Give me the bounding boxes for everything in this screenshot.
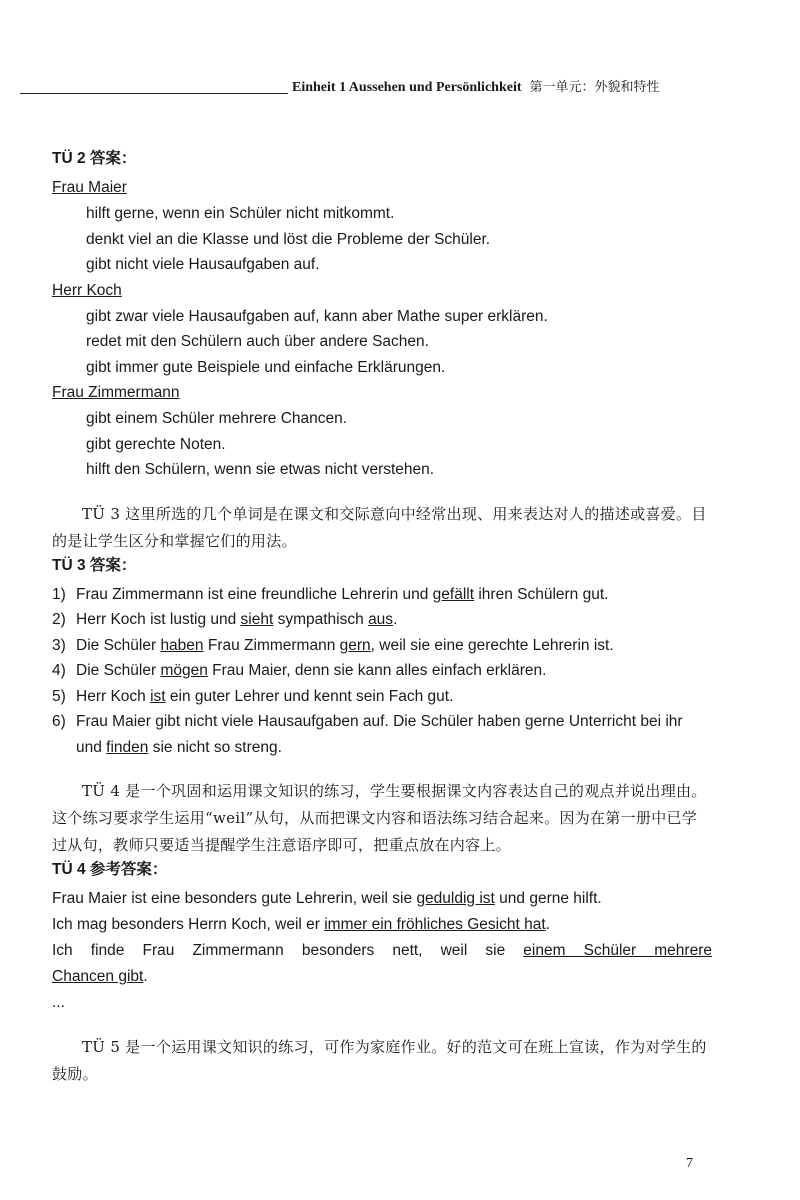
- item-number: 1): [52, 585, 66, 603]
- item-number: 4): [52, 662, 66, 679]
- running-header: [292, 76, 660, 96]
- list-item: 1) Frau Zimmermann ist eine freundliche Lehrerin und gefällt ihren Schülern gut.: [52, 582, 712, 608]
- answer-word: gern: [339, 636, 371, 654]
- item-number: 3): [52, 636, 66, 654]
- page-content: [52, 148, 712, 1088]
- answer-phrase: geduldig ist: [416, 890, 495, 907]
- tu4-intro: TÜ 4 是一个巩固和运用课文知识的练习，学生要根据课文内容表达自己的观点并说出理由。这个练习要求学生运用“weil”从句，从而把课文内容和语法练习结合起来。因为在第一册中已学过从句，教师只要适当提醒学生注意语序即可，把重点放在内容上。: [52, 782, 707, 854]
- statement: redet mit den Schülern auch über andere Sachen.: [86, 333, 429, 350]
- answer-word: sieht: [240, 611, 274, 628]
- list-item: 2) Herr Koch ist lustig und sieht sympathisch aus.: [52, 607, 712, 633]
- statement: gibt immer gute Beispiele und einfache Erklärungen.: [86, 358, 446, 376]
- answer-phrase: Chancen gibt: [52, 968, 144, 985]
- tu2-group-frau-zimmermann: [52, 380, 712, 483]
- statement: gibt zwar viele Hausaufgaben auf, kann aber Mathe super erklären.: [86, 307, 548, 325]
- answer-word: finden: [106, 738, 149, 756]
- tu3-answer-title: TÜ 3 答案：: [52, 556, 137, 574]
- tu4-answer-title: TÜ 4 参考答案：: [52, 861, 168, 878]
- tu2-group-frau-maier: [52, 175, 712, 278]
- statement: gibt nicht viele Hausaufgaben auf.: [86, 256, 320, 273]
- statement: denkt viel an die Klasse und löst die Probleme der Schüler.: [86, 230, 491, 248]
- answer-word: aus: [368, 611, 394, 628]
- tu5-intro: TÜ 5 是一个运用课文知识的练习，可作为家庭作业。好的范文可在班上宣读，作为对学生的鼓励。: [52, 1038, 707, 1083]
- header-title-de: Einheit 1 Aussehen und Persönlichkeit: [292, 80, 522, 95]
- tu3-intro: TÜ 3 这里所选的几个单词是在课文和交际意向中经常出现、用来表达对人的描述或喜爱。目的是让学生区分和掌握它们的用法。: [52, 504, 707, 550]
- item-number: 5): [52, 687, 66, 705]
- answer-phrase: immer ein fröhliches Gesicht hat: [324, 916, 546, 933]
- statement: gibt einem Schüler mehrere Chancen.: [86, 410, 348, 427]
- header-rule: [20, 93, 288, 94]
- teacher-name: Frau Zimmermann: [52, 384, 180, 401]
- header-title-zh: 第一单元：外貌和特性: [529, 80, 660, 95]
- tu4-answer: Frau Maier ist eine besonders gute Lehrerin, weil sie geduldig ist und gerne hilft.: [52, 890, 602, 907]
- item-number: 2): [52, 611, 66, 628]
- ellipsis: ...: [52, 994, 65, 1011]
- tu2-answer-title: TÜ 2 答案：: [52, 150, 137, 167]
- answer-word: haben: [160, 636, 204, 654]
- statement: gibt gerechte Noten.: [86, 435, 226, 453]
- list-item: 5) Herr Koch ist ein guter Lehrer und kennt sein Fach gut.: [52, 684, 712, 710]
- statement: hilft den Schülern, wenn sie etwas nicht verstehen.: [86, 461, 435, 478]
- page-number: 7: [686, 1156, 693, 1171]
- teacher-name: Herr Koch: [52, 281, 122, 299]
- statement: hilft gerne, wenn ein Schüler nicht mitkommt.: [86, 205, 395, 222]
- answer-word: mögen: [160, 662, 208, 679]
- answer-word: ist: [150, 687, 166, 705]
- tu4-answer-continued: Chancen gibt.: [52, 968, 148, 985]
- list-item: 4) Die Schüler mögen Frau Maier, denn sie kann alles einfach erklären.: [52, 658, 712, 684]
- tu4-answer: Ich finde Frau Zimmermann besonders nett, weil sie einem Schüler mehrere: [52, 942, 712, 959]
- tu3-answer-list: [52, 582, 712, 761]
- tu4-answer: Ich mag besonders Herrn Koch, weil er immer ein fröhliches Gesicht hat.: [52, 916, 550, 933]
- answer-phrase: einem Schüler mehrere: [523, 942, 712, 959]
- list-item: 6) Frau Maier gibt nicht viele Hausaufgaben auf. Die Schüler haben gerne Unterricht bei ihr und finden sie nicht so streng.: [52, 709, 712, 760]
- item-number: 6): [52, 713, 66, 730]
- teacher-name: Frau Maier: [52, 179, 127, 196]
- tu2-group-herr-koch: [52, 278, 712, 381]
- answer-word: gefällt: [432, 585, 475, 603]
- list-item: 3) Die Schüler haben Frau Zimmermann gern, weil sie eine gerechte Lehrerin ist.: [52, 633, 712, 659]
